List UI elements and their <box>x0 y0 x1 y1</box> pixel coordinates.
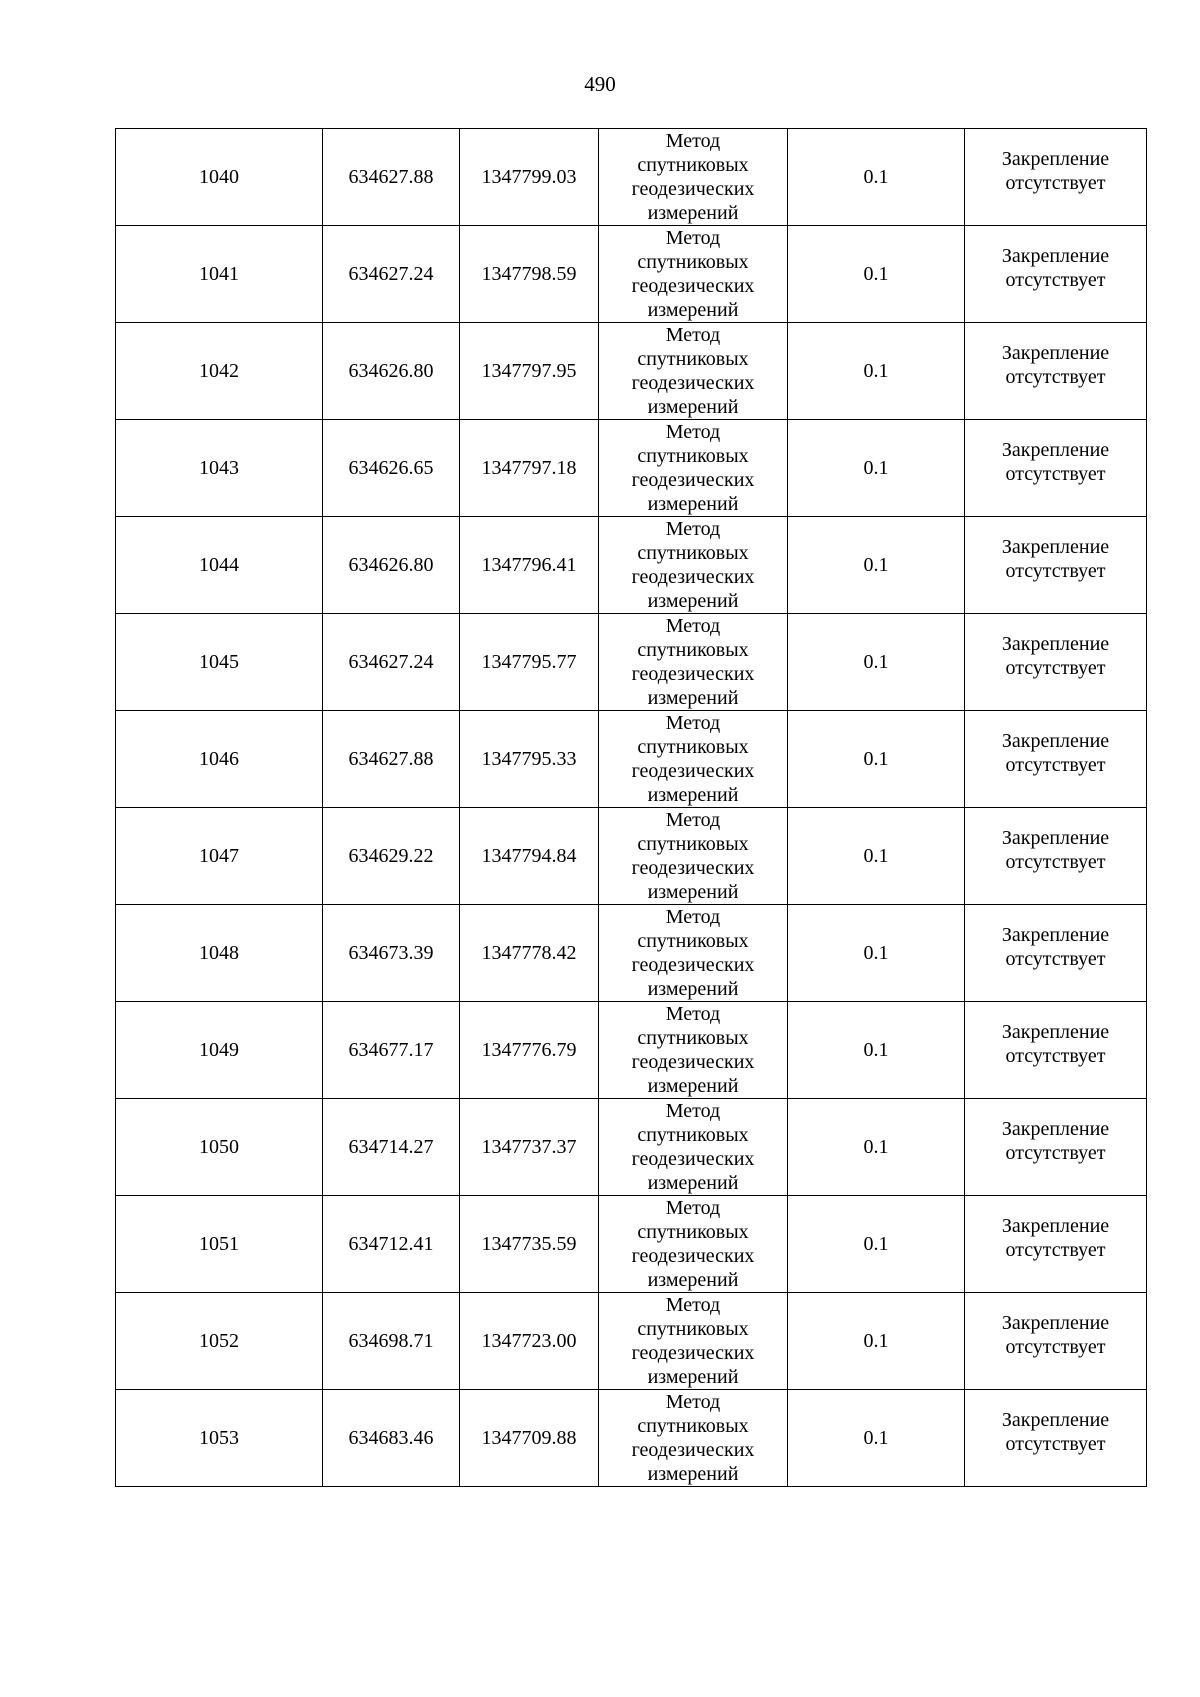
method-line: Метод <box>665 1197 721 1219</box>
point-number-cell: 1051 <box>116 1196 323 1293</box>
fixing-text <box>965 729 1146 777</box>
accuracy-cell: 0.1 <box>788 1390 965 1487</box>
method-line: Метод <box>665 615 721 637</box>
method-line: геодезических <box>631 1051 755 1073</box>
table-row <box>116 905 1147 1002</box>
x-coordinate-cell: 634673.39 <box>323 905 460 1002</box>
method-line: спутниковых <box>637 154 749 176</box>
x-coordinate-cell: 634714.27 <box>323 1099 460 1196</box>
x-coordinate-cell: 634683.46 <box>323 1390 460 1487</box>
accuracy-cell: 0.1 <box>788 711 965 808</box>
method-cell <box>599 1293 788 1390</box>
x-coordinate-cell: 634626.80 <box>323 323 460 420</box>
method-line: измерений <box>647 1463 739 1485</box>
table-row <box>116 323 1147 420</box>
fixing-line: Закрепление <box>1001 1118 1110 1140</box>
method-line: геодезических <box>631 857 755 879</box>
method-line: измерений <box>647 299 739 321</box>
table-row <box>116 614 1147 711</box>
fixing-line: отсутствует <box>1005 269 1106 291</box>
accuracy-cell: 0.1 <box>788 1196 965 1293</box>
x-coordinate-cell: 634629.22 <box>323 808 460 905</box>
fixing-text <box>965 826 1146 874</box>
method-line: Метод <box>665 1003 721 1025</box>
accuracy-cell: 0.1 <box>788 1293 965 1390</box>
point-number-cell: 1044 <box>116 517 323 614</box>
fixing-line: Закрепление <box>1001 536 1110 558</box>
fixing-line: отсутствует <box>1005 172 1106 194</box>
table-row <box>116 1293 1147 1390</box>
method-line: измерений <box>647 1075 739 1097</box>
method-line: Метод <box>665 324 721 346</box>
table-row <box>116 517 1147 614</box>
method-cell <box>599 129 788 226</box>
y-coordinate-cell: 1347798.59 <box>460 226 599 323</box>
point-number-cell: 1043 <box>116 420 323 517</box>
table-row <box>116 420 1147 517</box>
method-line: спутниковых <box>637 348 749 370</box>
method-line: измерений <box>647 590 739 612</box>
fixing-line: Закрепление <box>1001 633 1110 655</box>
method-line: Метод <box>665 1100 721 1122</box>
x-coordinate-cell: 634677.17 <box>323 1002 460 1099</box>
fixing-cell <box>965 1293 1147 1390</box>
fixing-line: Закрепление <box>1001 245 1110 267</box>
fixing-cell <box>965 129 1147 226</box>
method-line: геодезических <box>631 178 755 200</box>
y-coordinate-cell: 1347735.59 <box>460 1196 599 1293</box>
method-line: спутниковых <box>637 251 749 273</box>
method-line: геодезических <box>631 372 755 394</box>
page-number: 490 <box>584 72 616 96</box>
point-number-cell: 1048 <box>116 905 323 1002</box>
fixing-line: Закрепление <box>1001 924 1110 946</box>
fixing-cell <box>965 1196 1147 1293</box>
y-coordinate-cell: 1347797.95 <box>460 323 599 420</box>
method-cell <box>599 517 788 614</box>
fixing-text <box>965 535 1146 583</box>
method-line: измерений <box>647 687 739 709</box>
point-number-cell: 1041 <box>116 226 323 323</box>
fixing-line: отсутствует <box>1005 560 1106 582</box>
method-cell <box>599 808 788 905</box>
x-coordinate-cell: 634626.80 <box>323 517 460 614</box>
fixing-line: Закрепление <box>1001 342 1110 364</box>
point-number-cell: 1040 <box>116 129 323 226</box>
method-line: Метод <box>665 130 721 152</box>
fixing-line: отсутствует <box>1005 1239 1106 1261</box>
method-line: спутниковых <box>637 1415 749 1437</box>
fixing-line: Закрепление <box>1001 148 1110 170</box>
y-coordinate-cell: 1347778.42 <box>460 905 599 1002</box>
method-cell <box>599 420 788 517</box>
fixing-text <box>965 1020 1146 1068</box>
fixing-cell <box>965 614 1147 711</box>
method-line: спутниковых <box>637 736 749 758</box>
method-cell <box>599 1390 788 1487</box>
fixing-line: Закрепление <box>1001 827 1110 849</box>
y-coordinate-cell: 1347737.37 <box>460 1099 599 1196</box>
method-line: Метод <box>665 1391 721 1413</box>
table-body <box>116 129 1147 1487</box>
method-line: Метод <box>665 712 721 734</box>
method-line: измерений <box>647 978 739 1000</box>
method-line: геодезических <box>631 1245 755 1267</box>
method-cell <box>599 711 788 808</box>
method-line: геодезических <box>631 954 755 976</box>
method-line: измерений <box>647 1269 739 1291</box>
fixing-text <box>965 923 1146 971</box>
x-coordinate-cell: 634712.41 <box>323 1196 460 1293</box>
method-line: геодезических <box>631 760 755 782</box>
fixing-cell <box>965 226 1147 323</box>
fixing-text <box>965 1214 1146 1262</box>
table-row <box>116 129 1147 226</box>
coordinates-table <box>115 128 1147 1487</box>
y-coordinate-cell: 1347709.88 <box>460 1390 599 1487</box>
accuracy-cell: 0.1 <box>788 517 965 614</box>
fixing-line: отсутствует <box>1005 657 1106 679</box>
fixing-text <box>965 1408 1146 1456</box>
point-number-cell: 1047 <box>116 808 323 905</box>
method-cell <box>599 1002 788 1099</box>
fixing-cell <box>965 905 1147 1002</box>
fixing-text <box>965 438 1146 486</box>
method-cell <box>599 1099 788 1196</box>
method-line: Метод <box>665 906 721 928</box>
table-row <box>116 226 1147 323</box>
fixing-cell <box>965 517 1147 614</box>
fixing-line: Закрепление <box>1001 1215 1110 1237</box>
table-row <box>116 808 1147 905</box>
point-number-cell: 1045 <box>116 614 323 711</box>
method-line: геодезических <box>631 469 755 491</box>
method-line: спутниковых <box>637 930 749 952</box>
fixing-text <box>965 632 1146 680</box>
method-line: Метод <box>665 518 721 540</box>
table-row <box>116 1099 1147 1196</box>
method-line: геодезических <box>631 663 755 685</box>
method-line: измерений <box>647 1366 739 1388</box>
method-line: Метод <box>665 809 721 831</box>
x-coordinate-cell: 634627.24 <box>323 226 460 323</box>
method-line: спутниковых <box>637 1221 749 1243</box>
y-coordinate-cell: 1347795.77 <box>460 614 599 711</box>
point-number-cell: 1050 <box>116 1099 323 1196</box>
fixing-line: отсутствует <box>1005 1336 1106 1358</box>
accuracy-cell: 0.1 <box>788 1099 965 1196</box>
method-line: измерений <box>647 493 739 515</box>
fixing-text <box>965 1311 1146 1359</box>
fixing-cell <box>965 808 1147 905</box>
y-coordinate-cell: 1347795.33 <box>460 711 599 808</box>
method-line: геодезических <box>631 566 755 588</box>
fixing-line: отсутствует <box>1005 366 1106 388</box>
table-row <box>116 1196 1147 1293</box>
point-number-cell: 1053 <box>116 1390 323 1487</box>
accuracy-cell: 0.1 <box>788 614 965 711</box>
fixing-line: отсутствует <box>1005 1142 1106 1164</box>
x-coordinate-cell: 634626.65 <box>323 420 460 517</box>
method-line: измерений <box>647 784 739 806</box>
fixing-cell <box>965 1390 1147 1487</box>
y-coordinate-cell: 1347799.03 <box>460 129 599 226</box>
method-line: спутниковых <box>637 1318 749 1340</box>
fixing-line: отсутствует <box>1005 1433 1106 1455</box>
method-line: измерений <box>647 202 739 224</box>
accuracy-cell: 0.1 <box>788 129 965 226</box>
method-cell <box>599 226 788 323</box>
fixing-line: отсутствует <box>1005 754 1106 776</box>
method-line: Метод <box>665 1294 721 1316</box>
method-line: измерений <box>647 881 739 903</box>
fixing-text <box>965 1117 1146 1165</box>
method-line: Метод <box>665 227 721 249</box>
accuracy-cell: 0.1 <box>788 323 965 420</box>
point-number-cell: 1046 <box>116 711 323 808</box>
accuracy-cell: 0.1 <box>788 420 965 517</box>
accuracy-cell: 0.1 <box>788 226 965 323</box>
method-line: геодезических <box>631 1439 755 1461</box>
accuracy-cell: 0.1 <box>788 1002 965 1099</box>
method-cell <box>599 905 788 1002</box>
accuracy-cell: 0.1 <box>788 808 965 905</box>
method-line: спутниковых <box>637 445 749 467</box>
y-coordinate-cell: 1347776.79 <box>460 1002 599 1099</box>
fixing-cell <box>965 420 1147 517</box>
fixing-line: Закрепление <box>1001 730 1110 752</box>
method-cell <box>599 1196 788 1293</box>
fixing-cell <box>965 323 1147 420</box>
y-coordinate-cell: 1347797.18 <box>460 420 599 517</box>
fixing-line: Закрепление <box>1001 1021 1110 1043</box>
method-cell <box>599 614 788 711</box>
fixing-line: отсутствует <box>1005 851 1106 873</box>
fixing-line: отсутствует <box>1005 1045 1106 1067</box>
point-number-cell: 1049 <box>116 1002 323 1099</box>
x-coordinate-cell: 634627.88 <box>323 129 460 226</box>
fixing-line: отсутствует <box>1005 463 1106 485</box>
table-row <box>116 711 1147 808</box>
fixing-text <box>965 244 1146 292</box>
method-line: измерений <box>647 1172 739 1194</box>
method-line: спутниковых <box>637 1124 749 1146</box>
method-cell <box>599 323 788 420</box>
method-line: измерений <box>647 396 739 418</box>
accuracy-cell: 0.1 <box>788 905 965 1002</box>
method-line: спутниковых <box>637 1027 749 1049</box>
method-line: геодезических <box>631 1148 755 1170</box>
method-line: спутниковых <box>637 542 749 564</box>
method-line: спутниковых <box>637 833 749 855</box>
method-line: спутниковых <box>637 639 749 661</box>
fixing-text <box>965 147 1146 195</box>
table-row <box>116 1002 1147 1099</box>
x-coordinate-cell: 634698.71 <box>323 1293 460 1390</box>
x-coordinate-cell: 634627.24 <box>323 614 460 711</box>
method-line: геодезических <box>631 275 755 297</box>
method-line: Метод <box>665 421 721 443</box>
fixing-cell <box>965 1099 1147 1196</box>
point-number-cell: 1042 <box>116 323 323 420</box>
y-coordinate-cell: 1347796.41 <box>460 517 599 614</box>
y-coordinate-cell: 1347794.84 <box>460 808 599 905</box>
fixing-text <box>965 341 1146 389</box>
fixing-cell <box>965 1002 1147 1099</box>
fixing-line: Закрепление <box>1001 1312 1110 1334</box>
y-coordinate-cell: 1347723.00 <box>460 1293 599 1390</box>
point-number-cell: 1052 <box>116 1293 323 1390</box>
method-line: геодезических <box>631 1342 755 1364</box>
x-coordinate-cell: 634627.88 <box>323 711 460 808</box>
fixing-cell <box>965 711 1147 808</box>
fixing-line: Закрепление <box>1001 1409 1110 1431</box>
table-row <box>116 1390 1147 1487</box>
fixing-line: отсутствует <box>1005 948 1106 970</box>
fixing-line: Закрепление <box>1001 439 1110 461</box>
